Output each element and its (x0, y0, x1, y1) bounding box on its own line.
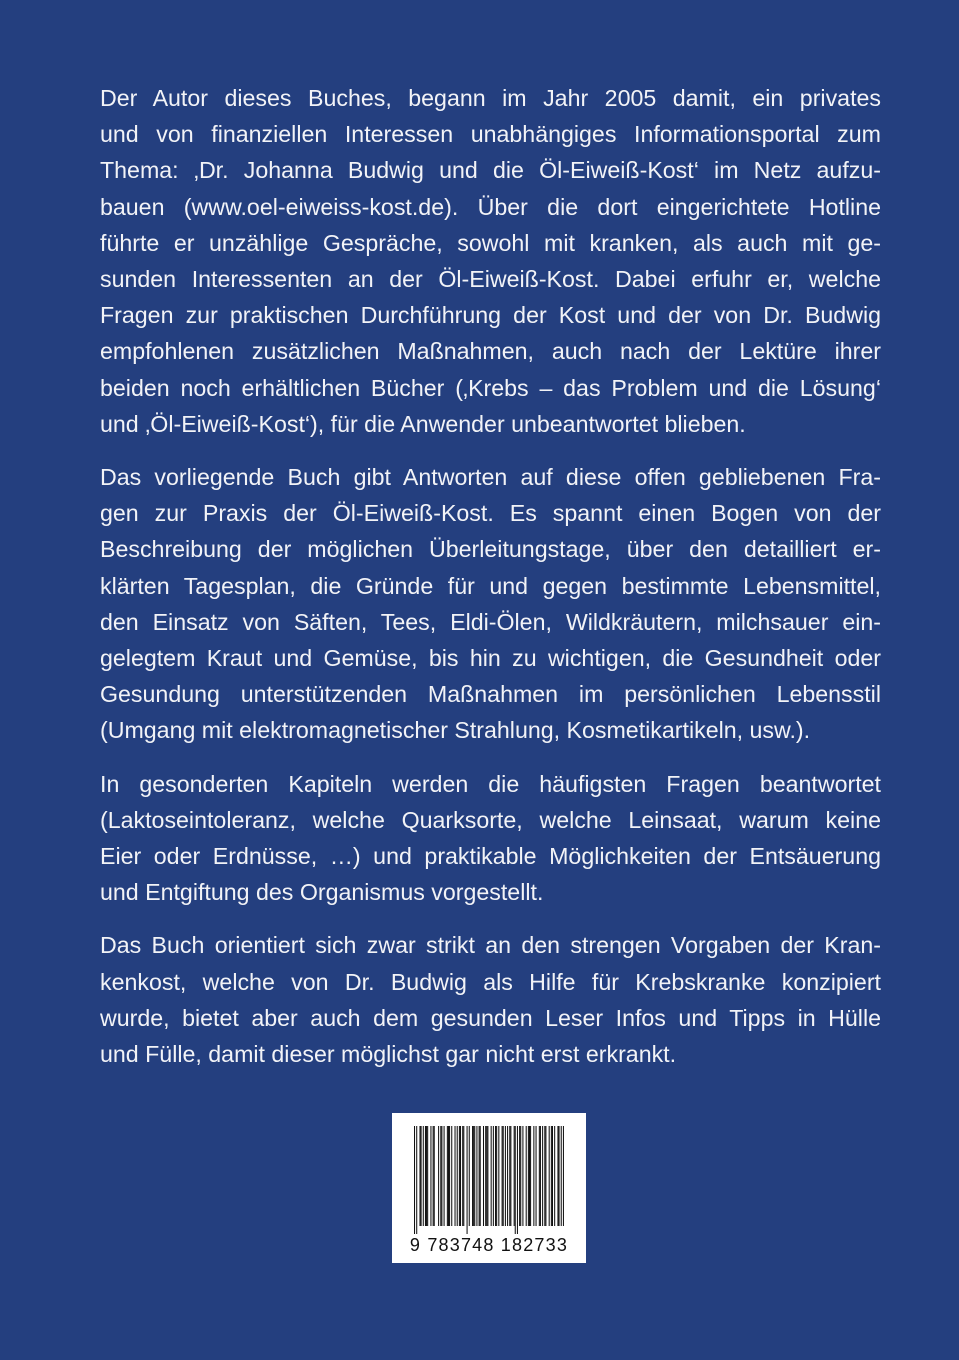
blurb-line: und von finanziellen Interessen unabhängiges Informationsportal zum (100, 121, 881, 148)
blurb-line: bauen (www.oel-eiweiss-kost.de). Über die dort eingerichtete Hotline (100, 193, 881, 220)
blurb-line: klärten Tagesplan, die Gründe für und gegen bestimmte Lebensmittel, (100, 572, 881, 599)
blurb-line: und Entgiftung des Organismus vorgestellt. (100, 879, 544, 906)
blurb-line: beiden noch erhältlichen Bücher (‚Krebs – das Problem und die Lösung‘ (100, 374, 881, 401)
blurb-line: gen zur Praxis der Öl-Eiweiß-Kost. Es spannt einen Bogen von der (100, 500, 881, 527)
blurb-line: (Laktoseintoleranz, welche Quarksorte, welche Leinsaat, warum keine (100, 806, 881, 833)
blurb-line: kenkost, welche von Dr. Budwig als Hilfe für Krebskranke konzipiert (100, 968, 881, 995)
barcode-bars (414, 1126, 564, 1234)
blurb-line: Eier oder Erdnüsse, …) und praktikable Möglichkeiten der Entsäuerung (100, 843, 881, 870)
blurb-line: und Fülle, damit dieser möglichst gar nicht erst erkrankt. (100, 1041, 677, 1068)
blurb-line: und ‚Öl-Eiweiß-Kost‘), für die Anwender unbeantwortet blieben. (100, 410, 746, 437)
blurb-line: gelegtem Kraut und Gemüse, bis hin zu wichtigen, die Gesundheit oder (100, 645, 881, 672)
blurb-paragraph (100, 80, 881, 442)
blurb-line: Das vorliegende Buch gibt Antworten auf diese offen gebliebenen Fra- (100, 464, 881, 491)
blurb-line: den Einsatz von Säften, Tees, Eldi-Ölen, Wildkräutern, milchsauer ein- (100, 608, 881, 635)
blurb-line: Gesundung unterstützenden Maßnahmen im persönlichen Lebensstil (100, 681, 881, 708)
isbn-digits: 9 783748 182733 (409, 1235, 569, 1255)
blurb-line: sunden Interessenten an der Öl-Eiweiß-Kost. Dabei erfuhr er, welche (100, 266, 881, 293)
blurb-line: Das Buch orientiert sich zwar strikt an den strengen Vorgaben der Kran- (100, 932, 881, 959)
blurb-line: (Umgang mit elektromagnetischer Strahlung, Kosmetikartikeln, usw.). (100, 717, 811, 744)
blurb-paragraph (100, 459, 881, 749)
blurb-line: Fragen zur praktischen Durchführung der Kost und der von Dr. Budwig (100, 302, 881, 329)
blurb-line: Beschreibung der möglichen Überleitungstage, über den detailliert er- (100, 536, 881, 563)
blurb-line: führte er unzählige Gespräche, sowohl mit kranken, als auch mit ge- (100, 229, 881, 256)
blurb-line: Der Autor dieses Buches, begann im Jahr 2005 damit, ein privates (100, 85, 881, 111)
blurb-line: Thema: ‚Dr. Johanna Budwig und die Öl-Eiweiß-Kost‘ im Netz aufzu- (100, 157, 881, 184)
blurb-line: wurde, bietet aber auch dem gesunden Leser Infos und Tipps in Hülle (100, 1004, 881, 1031)
blurb-paragraph (100, 927, 881, 1072)
blurb-paragraph (100, 766, 881, 911)
isbn-barcode (392, 1113, 586, 1263)
back-cover-blurb (100, 80, 881, 1089)
blurb-line: empfohlenen zusätzlichen Maßnahmen, auch nach der Lektüre ihrer (100, 338, 881, 365)
blurb-line: In gesonderten Kapiteln werden die häufigsten Fragen beantwortet (100, 770, 881, 797)
